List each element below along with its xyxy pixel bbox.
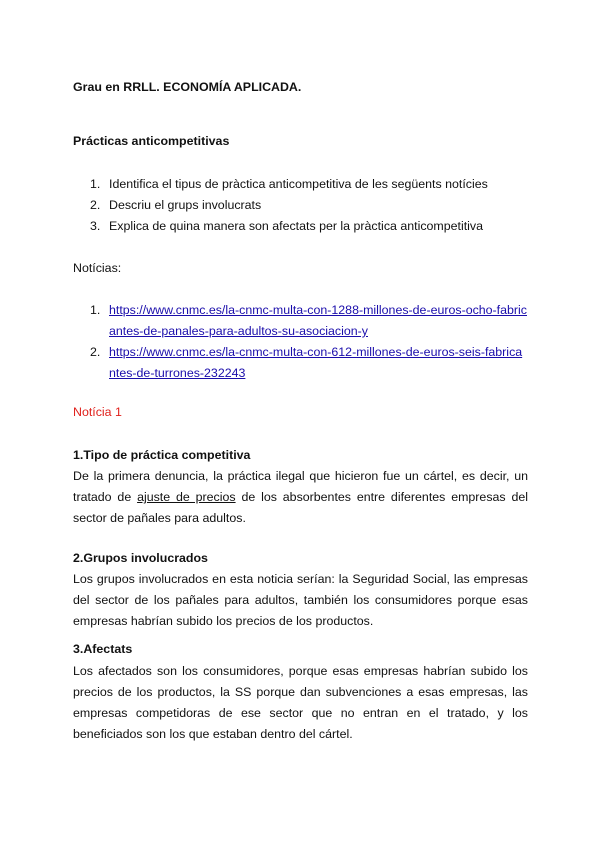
news-label: Notícias: [73,261,122,275]
news-link-2[interactable]: https://www.cnmc.es/la-cnmc-multa-con-612-millones-de-euros-seis-fabricantes-de-turrones-232243 [109,345,523,380]
underlined-term: ajuste de precios [137,490,236,504]
text: De la primera denuncia, la práctica ilegal que hicieron fue un cártel, es decir, un tratado de [73,469,528,504]
text: de los absorbentes entre diferentes empresas del sector de pañales para adultos. [73,490,528,525]
section-2-text: Los grupos involucrados en esta noticia serían: la Seguridad Social, las empresas del sector de los pañales para adultos, también los consumidores porque esas empresas habrían subido los precios de los productos. [73,572,528,628]
noticia-heading: Notícia 1 [73,405,122,419]
task-text: Explica de quina manera son afectats per la pràctica anticompetitiva [109,219,483,233]
section-1-text [73,466,528,529]
task-list [73,174,528,237]
task-text: Descriu el grups involucrats [109,198,262,212]
task-item: 1. Identifica el tipus de pràctica anticompetitiva de les següents notícies [90,177,488,191]
news-link-item: 1. https://www.cnmc.es/la-cnmc-multa-con-1288-millones-de-euros-ocho-fabricantes-de-panales-para-adultos-su-asociacion-y [90,303,527,338]
news-link-item: 2. https://www.cnmc.es/la-cnmc-multa-con-612-millones-de-euros-seis-fabricantes-de-turrones-232243 [90,345,523,380]
task-item: 2. Descriu el grups involucrats [90,198,262,212]
section-1-heading: 1.Tipo de práctica competitiva [73,448,251,462]
news-links [73,300,528,384]
section-3-heading: 3.Afectats [73,642,133,656]
section-3-text: Los afectados son los consumidores, porque esas empresas habrían subido los precios de los productos, la SS porque dan subvenciones a esas empresas, las empresas competidoras de ese sector que no entran en el tratado, y los beneficiados son los que estaban dentro del cártel. [73,664,528,741]
news-link-1[interactable]: https://www.cnmc.es/la-cnmc-multa-con-1288-millones-de-euros-ocho-fabricantes-de-panales-para-adultos-su-asociacion-y [109,303,527,338]
task-item: 3. Explica de quina manera son afectats per la pràctica anticompetitiva [90,219,483,233]
section-2-heading: 2.Grupos involucrados [73,551,208,565]
document-title: Grau en RRLL. ECONOMÍA APLICADA. [73,80,302,94]
task-text: Identifica el tipus de pràctica anticompetitiva de les següents notícies [109,177,488,191]
section-title: Prácticas anticompetitivas [73,134,230,148]
